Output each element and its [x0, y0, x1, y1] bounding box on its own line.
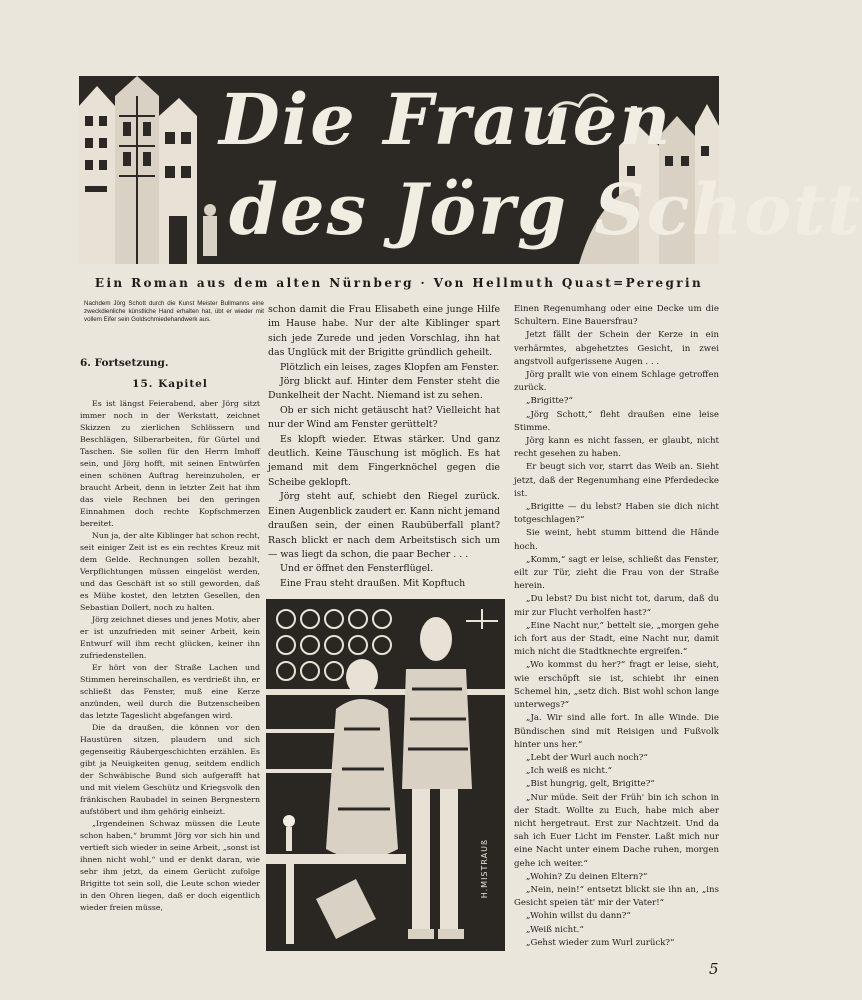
- paragraph: Sie weint, hebt stumm bittend die Hände hoch.: [514, 528, 719, 552]
- paragraph: „Ich weiß es nicht.“: [526, 766, 613, 777]
- text-column-2: [268, 303, 500, 591]
- paragraph: „Wohin? Zu deinen Eltern?“: [526, 871, 648, 882]
- text-column-3: [514, 303, 719, 950]
- paragraph: Jörg kann es nicht fassen, er glaubt, nicht recht gesehen zu haben.: [514, 436, 719, 460]
- paragraph: Es ist längst Feierabend, aber Jörg sitzt immer noch in der Werkstatt, zeichnet Skizzen zu zierlichen Schlössern und Beschlägen, Silberarbeiten, für Gürtel und Taschen. Sie sollen für den Herrn Imhoff sein, und Jörg hofft, mit seinen Entwürfen einen schönen Auftrag hereinzuholen, er braucht Arbeit, denn in letzter Zeit hat ihm das viele Rechnen bei den geringen Einnahmen doch rechte Kopfschmerzen bereitet.: [80, 399, 260, 528]
- title-line-1: Die Frauen: [219, 78, 673, 161]
- paragraph: „Nur müde. Seit der Früh' bin ich schon in der Stadt. Wollte zu Euch, habe mich aber nicht hergetraut. Erst zur Nachtzeit. Und da sah ich Euer Licht im Fenster. Laßt mich nur eine Nacht unter einem Dache ruhen, morgen gehe ich weiter.“: [514, 792, 719, 869]
- chapter-heading: 15. Kapitel: [132, 378, 208, 390]
- paragraph: Und er öffnet den Fensterflügel.: [280, 563, 434, 575]
- paragraph: Plötzlich ein leises, zages Klopfen am Fenster.: [280, 361, 500, 373]
- paragraph: „Brigitte — du lebst? Haben sie dich nicht totgeschlagen?“: [514, 502, 719, 526]
- text-column-1: [80, 398, 260, 914]
- paragraph: „Gehst wieder zum Wurl zurück?“: [526, 937, 675, 948]
- paragraph: „Wohin willst du dann?“: [526, 911, 631, 922]
- woodcut-illustration: [266, 599, 505, 951]
- paragraph: Jörg prallt wie von einem Schlage getroffen zurück.: [514, 370, 719, 394]
- paragraph: Jörg blickt auf. Hinter dem Fenster steht die Dunkelheit der Nacht. Niemand ist zu sehen.: [268, 376, 500, 402]
- intro-summary: Nachdem Jörg Schott durch die Kunst Meister Bullmanns eine zweckdienliche künstliche Hand erhalten hat, übt er wieder mit vollem Eifer sein Goldschmiedehandwerk aus.: [84, 300, 264, 323]
- paragraph: Er beugt sich vor, starrt das Weib an. Sieht jetzt, daß der Regenumhang eine Pferdedecke ist.: [514, 462, 719, 499]
- paragraph: Die da draußen, die können vor den Haustüren sitzen, plaudern und sich gegenseitig Räubergeschichten erzählen. Es gibt ja Neuigkeiten genug, seitdem endlich der Schwäbische Bund sich aufgerafft hat und mit vielem Geschütz und Kriegsvolk den fränkischen Raubadel in seinen Bergnestern aufstöbert und ihm gehörig einheizt.: [80, 723, 260, 816]
- paragraph: Ob er sich nicht getäuscht hat? Vielleicht hat nur der Wind am Fenster gerüttelt?: [268, 404, 500, 431]
- paragraph: schon damit die Frau Elisabeth eine junge Hilfe im Hause habe. Nur der alte Kiblinger spart sich jede Zurede und jeden Vorschlag, ihn hat das Unglück mit der Brigitte gründlich geheilt.: [268, 304, 500, 359]
- paragraph: Er hört von der Straße Lachen und Stimmen hereinschallen, es verdrießt ihn, er schließt das Fenster, muß eine Kerze anzünden, weil durch die Butzenscheiben das letzte Tageslicht abgefangen wird.: [80, 663, 260, 720]
- paragraph: „Lebt der Wurl auch noch?“: [526, 752, 648, 763]
- title-banner: [79, 76, 862, 264]
- paragraph: „Wo kommst du her?“ fragt er leise, sieht, wie erschöpft sie ist, schiebt ihr einen Schemel hin, „setz dich. Bist wohl schon lange unterwegs?“: [514, 660, 719, 711]
- paragraph: „Irgendeinen Schwaz müssen die Leute schon haben,“ brummt Jörg vor sich hin und vertieft sich wieder in seine Arbeit, „sonst ist ihnen nicht wohl,“ und er denkt daran, wie sehr ihm jetzt, da einem Gerücht zufolge Brigitte tot sein soll, die Leute schon wieder in den Ohren liegen, daß er doch eigentlich wieder freien müsse,: [80, 819, 260, 912]
- paragraph: Jörg steht auf, schiebt den Riegel zurück. Einen Augenblick zaudert er. Kann nicht jemand draußen sein, der einen Raubüberfall plant? Rasch blickt er nach dem Arbeitstisch sich um — was liegt da schon, die paar Becher . . .: [268, 491, 500, 560]
- paragraph: Es klopft wieder. Etwas stärker. Und ganz deutlich. Keine Täuschung ist möglich. Es hat jemand mit dem Fingerknöchel gegen die Scheibe geklopft.: [268, 433, 500, 488]
- paragraph: Einen Regenumhang oder eine Decke um die Schultern. Eine Bauersfrau?: [514, 304, 719, 328]
- paragraph: „Du lebst? Du bist nicht tot, darum, daß du mir zur Flucht verholfen hast?“: [514, 594, 719, 618]
- paragraph: Jetzt fällt der Schein der Kerze in ein verhärmtes, abgehetztes Gesicht, in zwei angstvoll aufgerissene Augen . . .: [514, 330, 719, 367]
- title-line-2: des Jörg Schott: [229, 168, 862, 251]
- paragraph: Jörg zeichnet dieses und jenes Motiv, aber er ist unzufrieden mit seiner Arbeit, kein Entwurf will ihm recht glücken, keiner ihn zufriedenstellen.: [80, 615, 260, 660]
- paragraph: „Komm,“ sagt er leise, schließt das Fenster, eilt zur Tür, zieht die Frau von der Straße herein.: [514, 554, 719, 592]
- paragraph: „Weiß nicht.“: [526, 924, 584, 935]
- paragraph: „Bist hungrig, gelt, Brigitte?“: [526, 779, 655, 790]
- page-number: 5: [709, 960, 719, 978]
- woodcut-couple-illustration-icon: [266, 599, 505, 951]
- paragraph: Eine Frau steht draußen. Mit Kopftuch: [280, 577, 466, 589]
- paragraph: „Brigitte?“: [526, 396, 573, 407]
- paragraph: „Ja. Wir sind alle fort. In alle Winde. Die Bündischen sind mit Reisigen und Fußvolk hinter uns her.“: [514, 713, 719, 750]
- paragraph: „Nein, nein!“ entsetzt blickt sie ihn an, „ins Gesicht speien tät' mir der Vater!“: [514, 884, 719, 909]
- paragraph: Nun ja, der alte Kiblinger hat schon recht, seit einiger Zeit ist es ein rechtes Kreuz mit dem Gelde. Rechnungen sollen bezahlt, Verpflichtungen müssen eingelöst werden, und das Geschäft ist so still geworden, daß es Mühe kostet, den letzten Gesellen, den Sebastian Dollert, noch zu halten.: [80, 531, 260, 612]
- continuation-label: 6. Fortsetzung.: [80, 357, 169, 369]
- paragraph: „Jörg Schott,“ fleht draußen eine leise Stimme.: [514, 409, 719, 433]
- subtitle: Ein Roman aus dem alten Nürnberg · Von Hellmuth Quast=Peregrin: [94, 276, 704, 290]
- paragraph: „Eine Nacht nur,“ bettelt sie, „morgen gehe ich fort aus der Stadt, eine Nacht nur, damit mich nicht die Stadtknechte ergreifen.“: [514, 620, 719, 658]
- illustration-signature: H.MISTRAUß: [480, 839, 489, 899]
